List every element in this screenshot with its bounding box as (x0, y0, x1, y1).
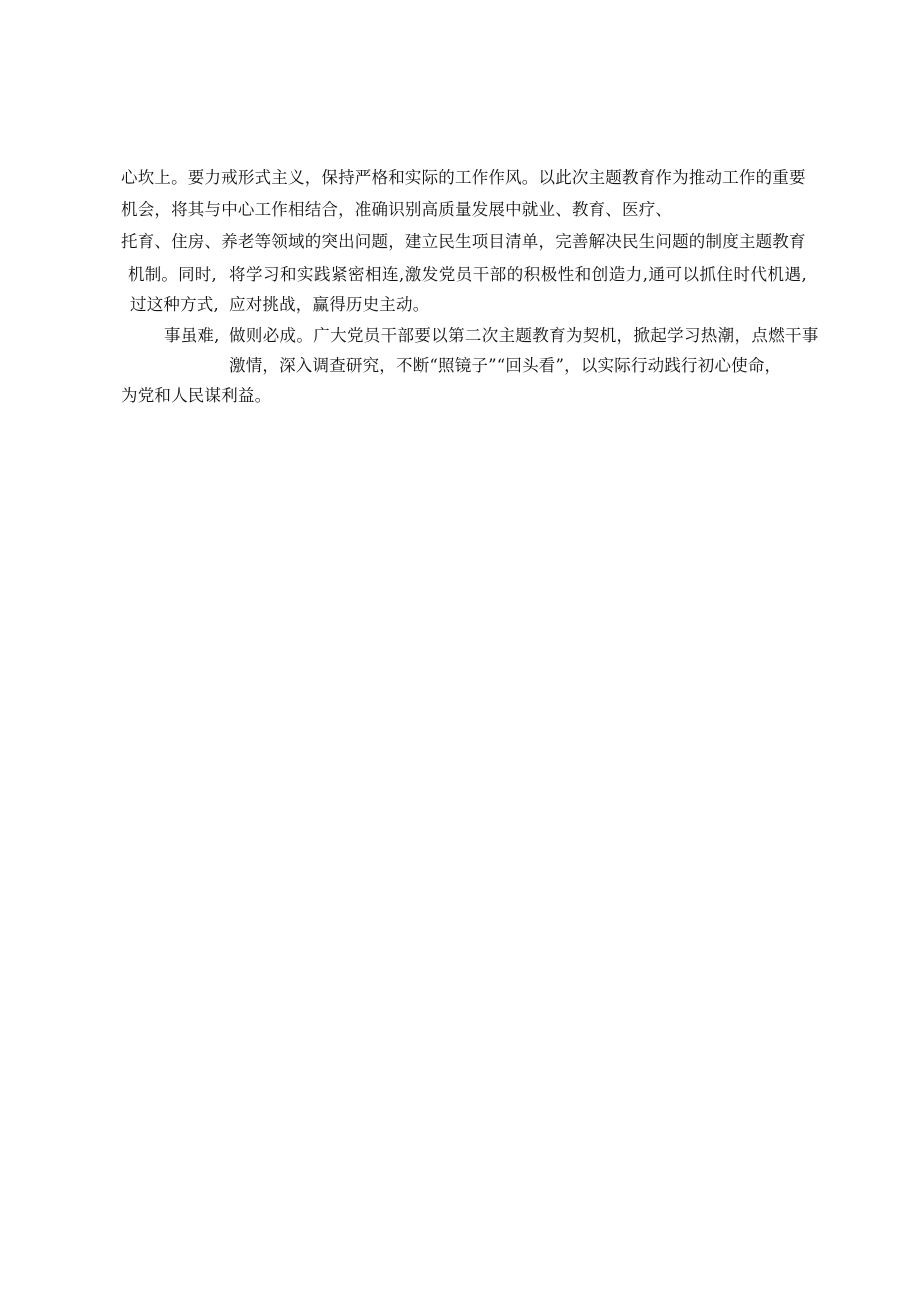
text-line-7: 激情，深入调查研究，不断“照镜子”“回头看”，以实际行动践行初心使命， (229, 356, 782, 375)
text-line-5-left-fragment: 过这种方式, (130, 295, 219, 314)
text-line-4-left-fragment: 机制。同时, (128, 265, 217, 284)
text-line-2: 机会，将其与中心工作相结合，准确识别高质量发展中就业、教育、医疗、 (121, 200, 673, 219)
text-line-5-right-fragment: 应对挑战，赢得历史主动。 (229, 295, 430, 314)
text-line-3: 托育、住房、养老等领域的突出问题，建立民生项目清单，完善解决民生问题的制度主题教育 (121, 232, 806, 251)
text-line-4-right-fragment: 将学习和实践紧密相连,激发党员干部的积极性和创造力,通可以抓住时代机遇, (229, 265, 808, 284)
text-line-1: 心坎上。要力戒形式主义，保持严格和实际的工作作风。以此次主题教育作为推动工作的重要 (121, 168, 806, 187)
text-line-8: 为党和人民谋利益。 (121, 386, 272, 405)
text-line-6-right-fragment: 做则必成。广大党员干部要以第二次主题教育为契机，掀起学习热潮，点燃干事 (229, 326, 819, 345)
text-line-6-left-fragment: 事虽难, (164, 326, 220, 345)
